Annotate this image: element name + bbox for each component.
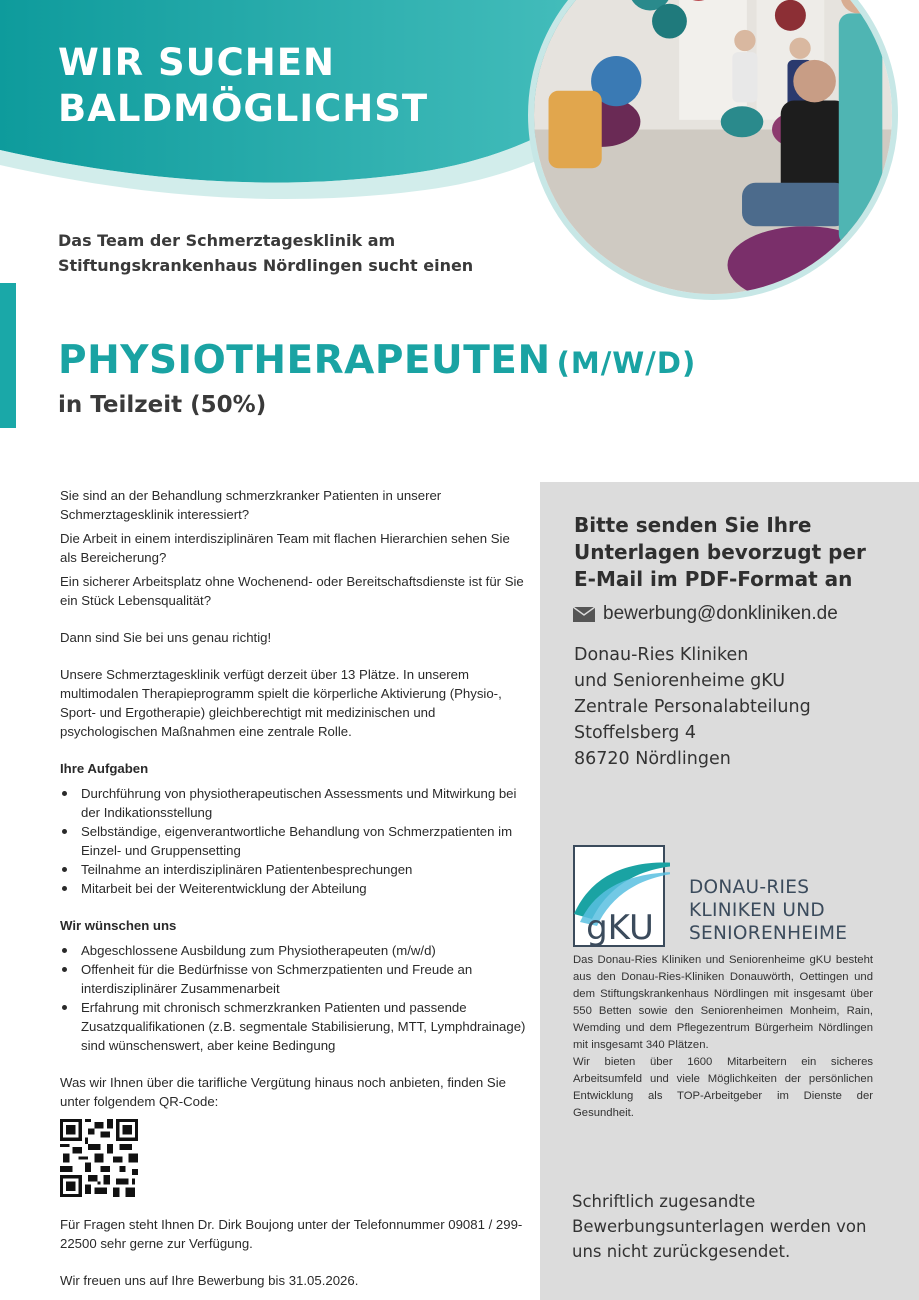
intro-line2: Stiftungskrankenhaus Nördlingen sucht einen bbox=[58, 256, 474, 275]
email-link[interactable]: bewerbung@donkliniken.de bbox=[603, 603, 838, 624]
offer-text: Was wir Ihnen über die tarifliche Vergütung hinaus noch anbieten, finden Sie unter folgendem QR-Code: bbox=[60, 1075, 506, 1109]
headline bbox=[58, 40, 428, 132]
logo-line: KLINIKEN UND bbox=[689, 900, 825, 921]
closing-text: Wir freuen uns auf Ihre Bewerbung bis 31.05.2026. bbox=[60, 1273, 359, 1288]
task-item: Mitarbeit bei der Weiterentwicklung der Abteilung bbox=[60, 879, 530, 898]
note-line3: uns nicht zurückgesendet. bbox=[572, 1242, 791, 1261]
job-title-suffix: (M/W/D) bbox=[556, 346, 697, 380]
note-line2: Bewerbungsunterlagen werden von bbox=[572, 1217, 867, 1236]
wishes-heading: Wir wünschen uns bbox=[60, 918, 177, 933]
question-2: Die Arbeit in einem interdisziplinären Team mit flachen Hierarchien sehen Sie als Bereicherung? bbox=[60, 531, 510, 565]
apply-line2: Unterlagen bevorzugt per bbox=[574, 540, 866, 564]
intro-text bbox=[58, 228, 473, 278]
accent-bar bbox=[0, 283, 16, 428]
note-line1: Schriftlich zugesandte bbox=[572, 1192, 756, 1211]
job-description bbox=[60, 486, 530, 1290]
apply-line1: Bitte senden Sie Ihre bbox=[574, 513, 812, 537]
header-photo bbox=[528, 0, 898, 300]
question-3: Ein sicherer Arbeitsplatz ohne Wochenend- oder Bereitschaftsdienste ist für Sie ein Stück Lebensqualität? bbox=[60, 574, 524, 608]
intro-line1: Das Team der Schmerztagesklinik am bbox=[58, 231, 396, 250]
address-line: Donau-Ries Kliniken bbox=[574, 645, 749, 665]
qr-code[interactable] bbox=[60, 1119, 138, 1197]
return-note bbox=[572, 1189, 867, 1264]
qr-code-icon bbox=[60, 1119, 138, 1197]
about-paragraph-1: Das Donau-Ries Kliniken und Seniorenheime gKU besteht aus den Donau-Ries-Kliniken Donauwörth, Oettingen und dem Stiftungskrankenhaus Nördlingen mit insgesamt über 550 Betten sowie den Seniorenheimen Monheim, Rain, Wemding und dem Pflegezentrum Bürgerheim Nördlingen mit insgesamt 340 Plätzen. bbox=[573, 954, 873, 1051]
postal-address bbox=[574, 642, 811, 772]
job-subtitle: in Teilzeit (50%) bbox=[58, 392, 267, 418]
question-1: Sie sind an der Behandlung schmerzkranker Patienten in unserer Schmerztagesklinik interessiert? bbox=[60, 488, 442, 522]
wish-item: Offenheit für die Bedürfnisse von Schmerzpatienten und Freude an interdisziplinärer Zusammenarbeit bbox=[60, 960, 530, 998]
address-line: Zentrale Personalabteilung bbox=[574, 697, 811, 717]
logo-line: DONAU-RIES bbox=[689, 877, 810, 898]
logo-line: SENIORENHEIME bbox=[689, 923, 848, 944]
headline-line1: WIR SUCHEN bbox=[58, 41, 336, 84]
company-logo bbox=[572, 842, 892, 952]
job-title-main: PHYSIOTHERAPEUTEN bbox=[58, 338, 551, 383]
apply-heading bbox=[574, 512, 866, 593]
headline-line2: BALDMÖGLICHST bbox=[58, 87, 429, 130]
logo-swoosh-icon bbox=[572, 844, 670, 948]
logo-text bbox=[689, 876, 847, 945]
tasks-list bbox=[60, 784, 530, 898]
apply-line3: E-Mail im PDF-Format an bbox=[574, 567, 853, 591]
task-item: Teilnahme an interdisziplinären Patientenbesprechungen bbox=[60, 860, 530, 879]
job-title bbox=[58, 338, 696, 383]
application-sidebar bbox=[540, 482, 919, 1300]
logo-mark: gKU bbox=[586, 908, 654, 948]
address-line: 86720 Nördlingen bbox=[574, 749, 731, 769]
clinic-description: Unsere Schmerztagesklinik verfügt derzeit über 13 Plätze. In unserem multimodalen Therapieprogramm spielt die körperliche Aktivierung (Physio-, Sport- und Ergotherapie) gleichberechtigt mit medizinischen und psychologischen Maßnahmen eine zentrale Rolle. bbox=[60, 667, 502, 739]
contact-text: Für Fragen steht Ihnen Dr. Dirk Boujong unter der Telefonnummer 09081 / 299-22500 sehr gerne zur Verfügung. bbox=[60, 1217, 523, 1251]
address-line: Stoffelsberg 4 bbox=[574, 723, 697, 743]
email-row[interactable] bbox=[573, 603, 838, 625]
task-item: Durchführung von physiotherapeutischen Assessments und Mitwirkung bei der Indikationsstellung bbox=[60, 784, 530, 822]
address-line: und Seniorenheime gKU bbox=[574, 671, 786, 691]
wishes-list bbox=[60, 941, 530, 1055]
wish-item: Abgeschlossene Ausbildung zum Physiotherapeuten (m/w/d) bbox=[60, 941, 530, 960]
about-paragraph-2: Wir bieten über 1600 Mitarbeitern ein sicheres Arbeitsumfeld und viele Möglichkeiten der persönlichen Entwicklung als TOP-Arbeitgeber im Dienste der Gesundheit. bbox=[573, 1056, 873, 1119]
right-place-text: Dann sind Sie bei uns genau richtig! bbox=[60, 630, 272, 645]
mail-icon bbox=[573, 607, 595, 622]
wish-item: Erfahrung mit chronisch schmerzkranken Patienten und passende Zusatzqualifikationen (z.B. segmentale Stabilisierung, MTT, Lymphdrainage) sind wünschenswert, aber keine Bedingung bbox=[60, 998, 530, 1055]
physiotherapy-photo-icon bbox=[534, 0, 892, 294]
company-about bbox=[573, 952, 873, 1122]
task-item: Selbständige, eigenverantwortliche Behandlung von Schmerzpatienten im Einzel- und Gruppensetting bbox=[60, 822, 530, 860]
tasks-heading: Ihre Aufgaben bbox=[60, 761, 149, 776]
